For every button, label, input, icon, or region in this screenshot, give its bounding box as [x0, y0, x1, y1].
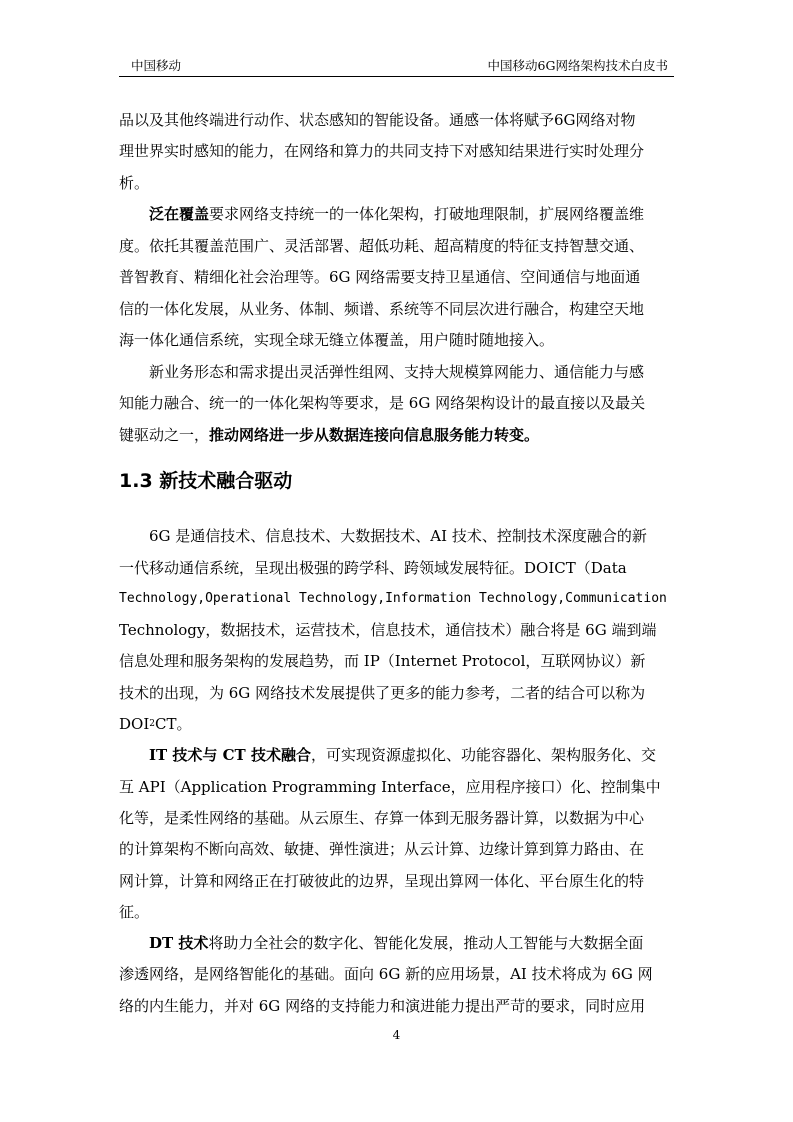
para4-line: 一代移动通信系统，呈现出极强的跨学科、跨领域发展特征。DOICT（Data: [119, 558, 627, 577]
para6-line1: 将助力全社会的数字化、智能化发展，推动人工智能与大数据全面: [208, 934, 644, 953]
para5-bold-lead: IT 技术与 CT 技术融合: [149, 746, 311, 765]
body-section-bottom: [119, 515, 674, 1016]
doi2ct-a: DOI: [119, 715, 150, 734]
para4-line: [119, 703, 674, 734]
header-doc-title: 中国移动6G网络架构技术白皮书: [487, 58, 668, 73]
para1-line: 理世界实时感知的能力，在网络和算力的共同支持下对感知结果进行实时处理分: [119, 142, 645, 160]
para5-line: 互 API（Application Programming Interface，应用程序接口）化、控制集中: [119, 777, 661, 796]
para1-line: 品以及其他终端进行动作、状态感知的智能设备。通感一体将赋予6G网络对物: [119, 110, 636, 129]
header-org: 中国移动: [131, 58, 182, 73]
para2-line: 普智教育、精细化社会治理等。6G 网络需要支持卫星通信、空间通信与地面通: [119, 268, 641, 286]
para3-line: [119, 413, 674, 445]
para4-line: 信息处理和服务架构的发展趋势，而 IP（Internet Protocol，互联网协议）新: [119, 652, 646, 671]
para2-line: 海一体化通信系统，实现全球无缝立体覆盖，用户随时随地接入。: [119, 331, 555, 349]
para2-bold-lead: 泛在覆盖: [149, 205, 210, 223]
para2-line: 信的一体化发展，从业务、体制、频谱、系统等不同层次进行融合，构建空天地: [119, 299, 645, 318]
doi2ct-b: CT。: [154, 715, 192, 734]
para6-line: 渗透网络，是网络智能化的基础。面向 6G 新的应用场景，AI 技术将成为 6G 网: [119, 965, 653, 984]
para4-line: Technology，数据技术，运营技术，信息技术，通信技术）融合将是 6G 端到端: [119, 621, 657, 640]
page-number: 4: [392, 1028, 401, 1042]
body-section-top: [119, 98, 674, 445]
para5-line: [119, 734, 674, 765]
page-header: [119, 54, 674, 77]
para4-line: Technology,Operational Technology,Information Technology,Communication: [119, 590, 667, 606]
para5-line1: ，可实现资源虚拟化、功能容器化、架构服务化、交: [310, 746, 656, 765]
para3-line: 知能力融合、统一的一体化架构等要求，是 6G 网络架构设计的最直接以及最关: [119, 394, 646, 412]
para3-line3-bold: 推动网络进一步从数据连接向信息服务能力转变。: [209, 425, 540, 444]
para4-line: 6G 是通信技术、信息技术、大数据技术、AI 技术、控制技术深度融合的新: [149, 527, 647, 546]
para4-line: 技术的出现，为 6G 网络技术发展提供了更多的能力参考，二者的结合可以称为: [119, 683, 646, 702]
para5-line: 网计算，计算和网络正在打破彼此的边界，呈现出算网一体化、平台原生化的特: [119, 871, 645, 890]
para5-line: 征。: [119, 902, 150, 921]
para3-line: 新业务形态和需求提出灵活弹性组网、支持大规模算网能力、通信能力与感: [149, 362, 645, 381]
para6-line: [119, 922, 674, 953]
para6-line: 络的内生能力，并对 6G 网络的支持能力和演进能力提出严苛的要求，同时应用: [119, 996, 646, 1015]
section-heading: 1.3 新技术融合驱动: [119, 470, 293, 492]
para2-line: [119, 193, 674, 225]
doi2ct-sup: 2: [149, 719, 155, 730]
para1-line: 析。: [119, 173, 150, 192]
para2-line1: 要求网络支持统一的一体化架构，打破地理限制，扩展网络覆盖维: [209, 205, 645, 223]
para3-line3-plain: 键驱动之一，: [119, 425, 210, 444]
para5-line: 的计算架构不断向高效、敏捷、弹性演进；从云计算、边缘计算到算力路由、在: [119, 840, 645, 859]
para5-line: 化等，是柔性网络的基础。从云原生、存算一体到无服务器计算，以数据为中心: [119, 808, 645, 827]
para6-bold-lead: DT 技术: [149, 934, 209, 953]
para2-line: 度。依托其覆盖范围广、灵活部署、超低功耗、超高精度的特征支持智慧交通、: [119, 236, 645, 255]
